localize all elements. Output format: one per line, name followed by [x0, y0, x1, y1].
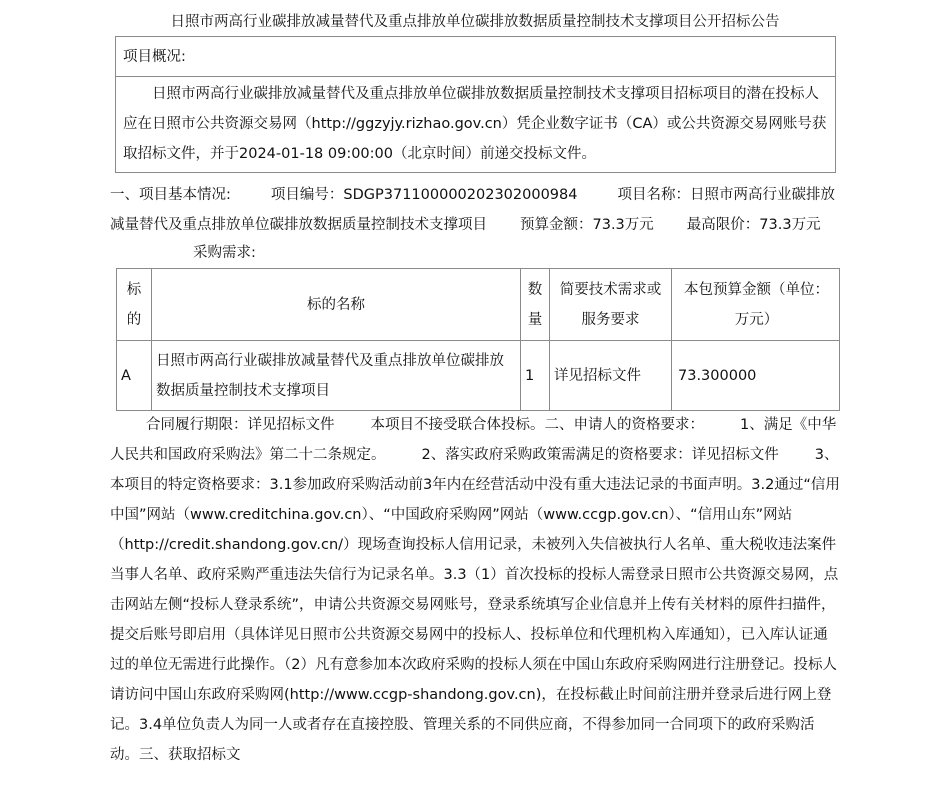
- overview-box: [115, 36, 836, 173]
- header-quantity: 数量: [521, 269, 550, 341]
- project-name: 项目名称：日照市两高行业碳排放减量替代及重点排放单位碳排放数据质量控制技术支撑项目: [110, 187, 835, 233]
- lots-table: [116, 268, 840, 411]
- header-name: 标的名称: [152, 269, 521, 341]
- table-row: [117, 341, 840, 411]
- cell-budget: 73.300000: [672, 341, 840, 411]
- basic-info: [110, 180, 840, 240]
- header-lot: 标的: [117, 269, 152, 341]
- requirement-1: 1、满足《中华人民共和国政府采购法》第二十二条规定。: [110, 417, 837, 463]
- cell-requirement: 详见招标文件: [550, 341, 672, 411]
- consortium-note: 本项目不接受联合体投标。二、申请人的资格要求：: [370, 417, 704, 433]
- project-number: 项目编号：SDGP371100000202302000984: [270, 187, 578, 203]
- table-header-row: [117, 269, 840, 341]
- cell-quantity: 1: [521, 341, 550, 411]
- requirement-label: 采购需求:: [193, 245, 256, 261]
- overview-heading: 项目概况:: [116, 37, 835, 77]
- requirement-2: 2、落实政府采购政策需满足的资格要求：详见招标文件: [421, 447, 779, 463]
- cell-lot: A: [117, 341, 152, 411]
- overview-text: 日照市两高行业碳排放减量替代及重点排放单位碳排放数据质量控制技术支撑项目招标项目的潜在投标人应在日照市公共资源交易网（http://ggzyjy.rizhao.gov.cn）凭企业数字证书（CA）或公共资源交易网账号获取招标文件，并于2024-01-18 09:00:00（北京时间）前递交投标文件。: [123, 86, 827, 162]
- contract-period: 合同履行期限：详见招标文件: [146, 417, 335, 433]
- cell-name: 日照市两高行业碳排放减量替代及重点排放单位碳排放数据质量控制技术支撑项目: [152, 341, 521, 411]
- page-title: 日照市两高行业碳排放减量替代及重点排放单位碳排放数据质量控制技术支撑项目公开招标公告: [170, 14, 780, 30]
- header-budget: 本包预算金额（单位：万元）: [672, 269, 840, 341]
- basic-info-section: 一、项目基本情况:: [110, 187, 231, 203]
- qualification-text: [110, 410, 840, 770]
- max-price: 最高限价：73.3万元: [686, 217, 821, 233]
- budget-amount: 预算金额：73.3万元: [520, 217, 654, 233]
- requirement-3: 3、本项目的特定资格要求：3.1参加政府采购活动前3年内在经营活动中没有重大违法记录的书面声明。3.2通过“信用中国”网站（www.creditchina.gov.cn）、“中国政府采购网”网站（www.ccgp.gov.cn）、“信用山东”网站（http://credit.shandong.gov.cn/）现场查询投标人信用记录，未被列入失信被执行人名单、重大税收违法案件当事人名单、政府采购严重违法失信行为记录名单。3.3（1）首次投标的投标人需登录日照市公共资源交易网，点击网站左侧“投标人登录系统”，申请公共资源交易网账号，登录系统填写企业信息并上传有关材料的原件扫描件，提交后账号即启用（具体详见日照市公共资源交易网中的投标人、投标单位和代理机构入库通知），已入库认证通过的单位无需进行此操作。（2）凡有意参加本次政府采购的投标人须在中国山东政府采购网进行注册登记。投标人请访问中国山东政府采购网(http://www.ccgp-shandong.gov.cn)，在投标截止时间前注册并登录后进行网上登记。3.4单位负责人为同一人或者存在直接控股、管理关系的不同供应商，不得参加同一合同项下的政府采购活动。三、获取招标文: [110, 447, 840, 763]
- header-requirement: 简要技术需求或服务要求: [550, 269, 672, 341]
